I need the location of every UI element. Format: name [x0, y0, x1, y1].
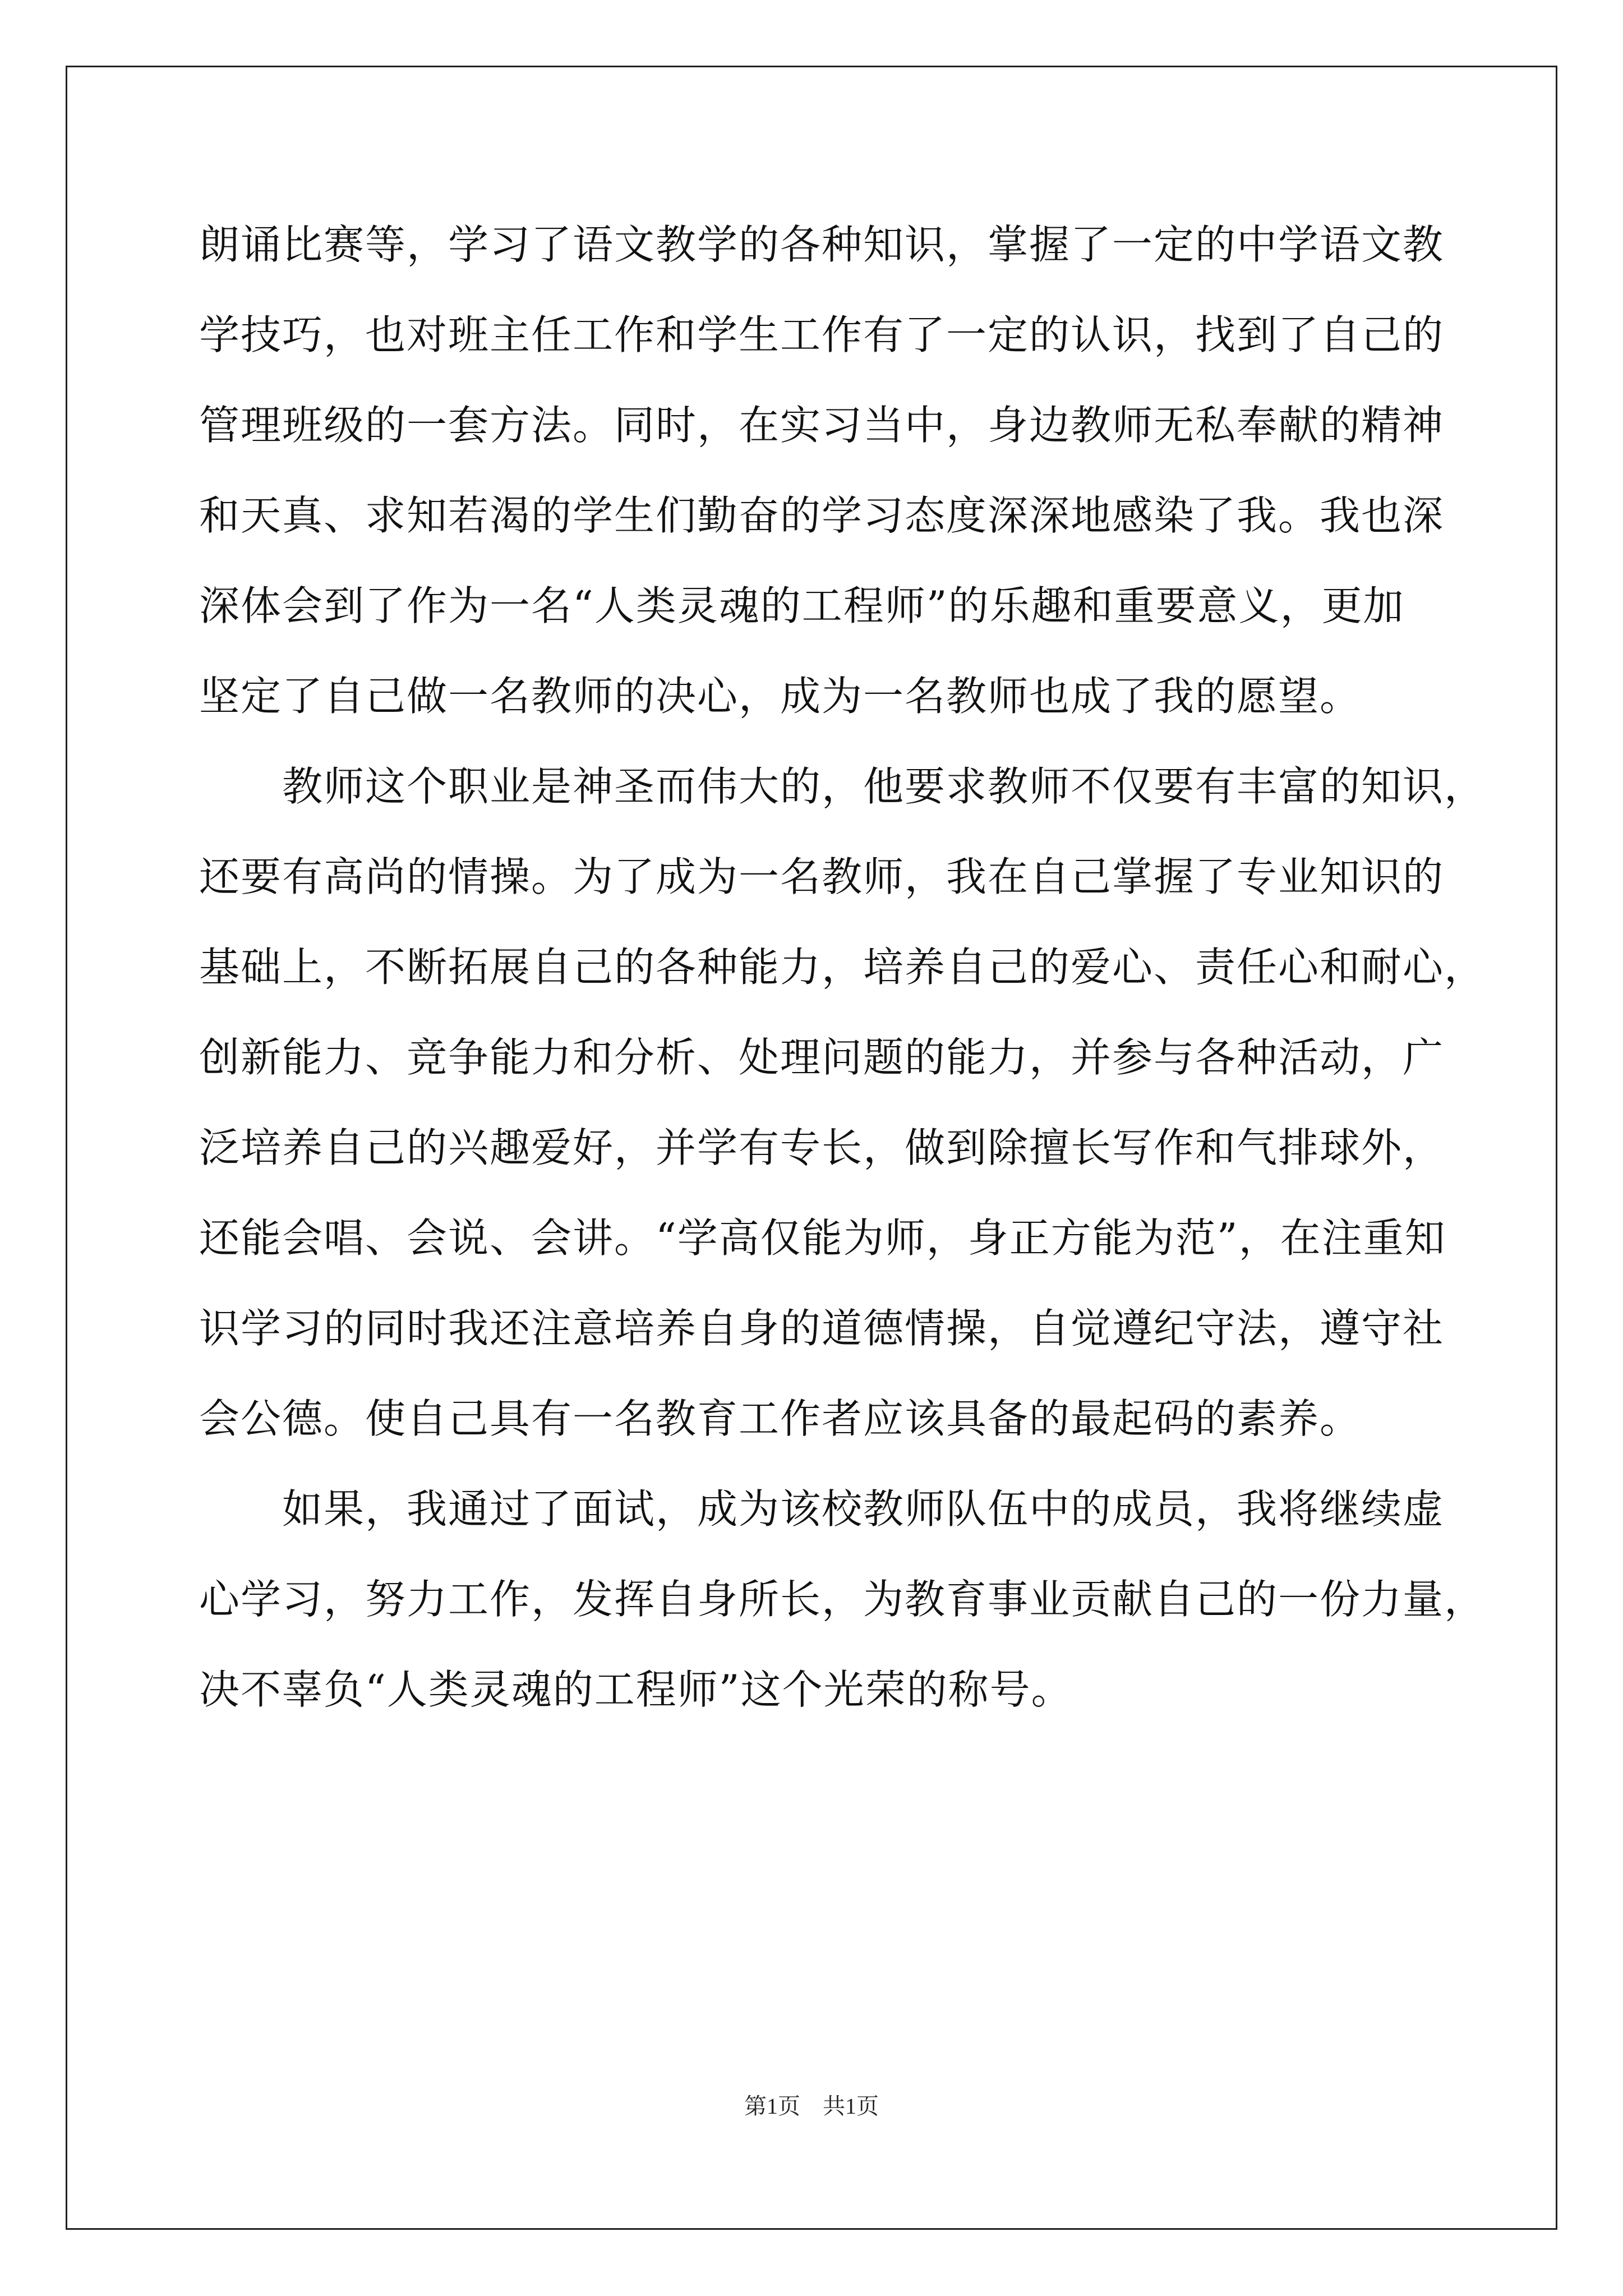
body-line: 识学习的同时我还注意培养自身的道德情操，自觉遵纪守法，遵守社: [199, 1305, 1445, 1352]
body-line: 朗诵比赛等，学习了语文教学的各种知识，掌握了一定的中学语文教: [199, 221, 1445, 268]
body-line: 基础上，不断拓展自己的各种能力，培养自己的爱心、责任心和耐心，: [199, 944, 1486, 991]
page-footer: [0, 2090, 1623, 2123]
body-line: 创新能力、竞争能力和分析、处理问题的能力，并参与各种活动，广: [199, 1034, 1445, 1081]
page-number: 第1页: [744, 2093, 800, 2119]
page-count: 共1页: [823, 2093, 879, 2119]
paragraph-start-line: 如果，我通过了面试，成为该校教师队伍中的成员，我将继续虚: [282, 1485, 1445, 1533]
body-line: 深体会到了作为一名“人类灵魂的工程师”的乐趣和重要意义，更加: [199, 582, 1405, 629]
body-line: 泛培养自己的兴趣爱好，并学有专长，做到除擅长写作和气排球外，: [199, 1124, 1445, 1171]
body-line: 心学习，努力工作，发挥自身所长，为教育事业贡献自己的一份力量，: [199, 1576, 1486, 1623]
paragraph-start-line: 教师这个职业是神圣而伟大的，他要求教师不仅要有丰富的知识，: [282, 763, 1486, 810]
body-line: 学技巧，也对班主任工作和学生工作有了一定的认识，找到了自己的: [199, 311, 1445, 358]
body-line: 还要有高尚的情操。为了成为一名教师，我在自己掌握了专业知识的: [199, 853, 1445, 900]
body-line: 决不辜负“人类灵魂的工程师”这个光荣的称号。: [199, 1666, 1073, 1713]
body-line: 会公德。使自己具有一名教育工作者应该具备的最起码的素养。: [199, 1395, 1362, 1442]
document-body: [199, 200, 1486, 1735]
body-line: 和天真、求知若渴的学生们勤奋的学习态度深深地感染了我。我也深: [199, 492, 1445, 539]
body-line: 还能会唱、会说、会讲。“学高仅能为师，身正方能为范”，在注重知: [199, 1214, 1446, 1262]
body-line: 管理班级的一套方法。同时，在实习当中，身边教师无私奉献的精神: [199, 402, 1445, 449]
body-line: 坚定了自己做一名教师的决心，成为一名教师也成了我的愿望。: [199, 673, 1362, 720]
